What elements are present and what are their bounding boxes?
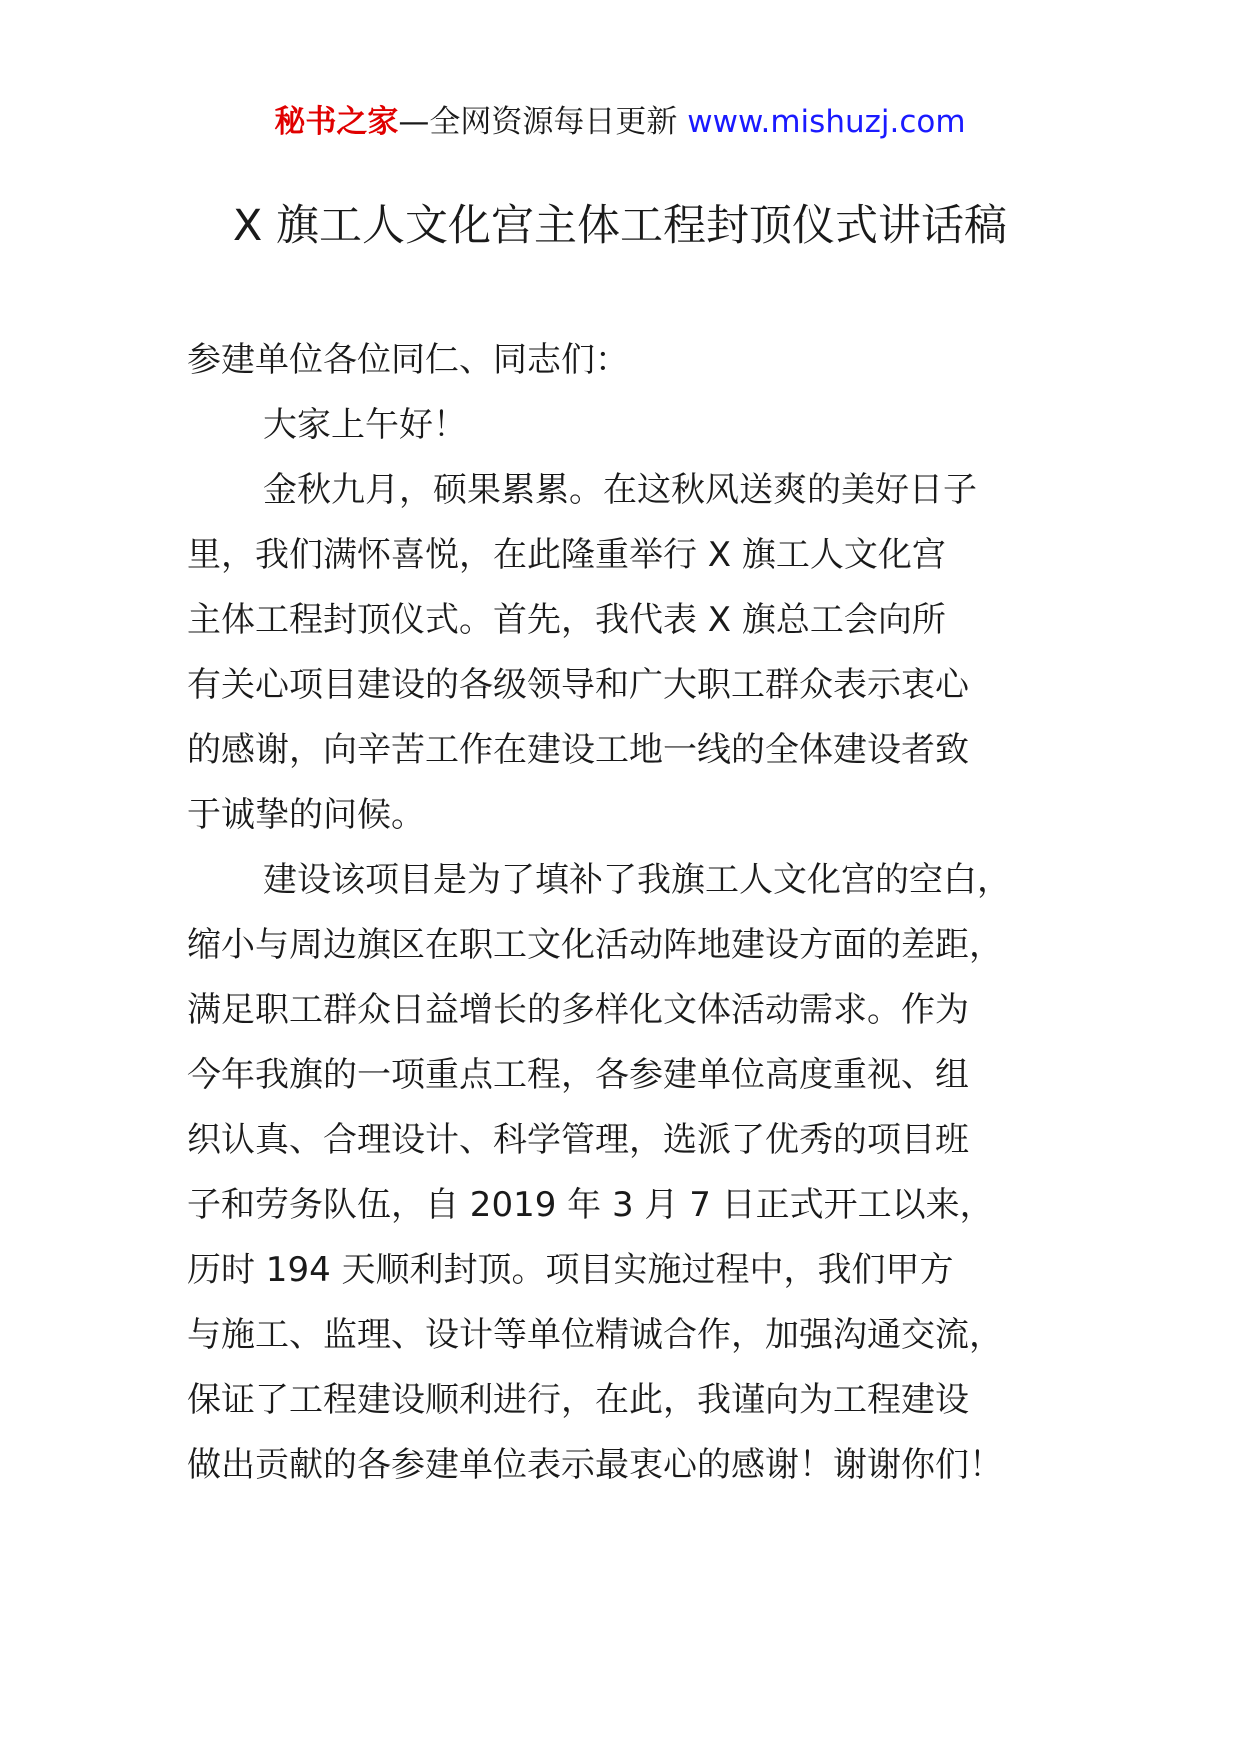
paragraph-line: 做出贡献的各参建单位表示最衷心的感谢！谢谢你们！ (187, 1445, 1003, 1485)
paragraph-line: 有关心项目建设的各级领导和广大职工群众表示衷心 (187, 665, 969, 705)
site-url-link[interactable]: www.mishuzj.com (687, 104, 966, 140)
paragraph-line: 今年我旗的一项重点工程，各参建单位高度重视、组 (187, 1055, 969, 1095)
site-brand: 秘书之家 (274, 104, 399, 140)
paragraph-line: 满足职工群众日益增长的多样化文体活动需求。作为 (187, 990, 969, 1030)
paragraph-line: 建设该项目是为了填补了我旗工人文化宫的空白， (263, 860, 1011, 900)
site-slogan: —全网资源每日更新 (398, 104, 678, 140)
paragraph-line: 子和劳务队伍，自 2019 年 3 月 7 日正式开工以来， (187, 1185, 994, 1225)
paragraph-line: 的感谢，向辛苦工作在建设工地一线的全体建设者致 (187, 730, 969, 770)
site-header (0, 100, 1240, 144)
paragraph-line: 于诚挚的问候。 (187, 795, 425, 835)
greeting-line: 大家上午好！ (263, 405, 467, 445)
document-title: X 旗工人文化宫主体工程封顶仪式讲话稿 (232, 201, 1008, 251)
paragraph-line: 历时 194 天顺利封顶。项目实施过程中，我们甲方 (187, 1250, 954, 1290)
paragraph-line: 织认真、合理设计、科学管理，选派了优秀的项目班 (187, 1120, 969, 1160)
paragraph-line: 金秋九月，硕果累累。在这秋风送爽的美好日子 (263, 470, 977, 510)
paragraph-line: 与施工、监理、设计等单位精诚合作，加强沟通交流， (187, 1315, 1003, 1355)
salutation-line: 参建单位各位同仁、同志们： (187, 340, 629, 380)
paragraph-line: 保证了工程建设顺利进行，在此，我谨向为工程建设 (187, 1380, 969, 1420)
paragraph-line: 主体工程封顶仪式。首先，我代表 X 旗总工会向所 (187, 600, 946, 640)
paragraph-line: 里，我们满怀喜悦，在此隆重举行 X 旗工人文化宫 (187, 535, 946, 575)
paragraph-line: 缩小与周边旗区在职工文化活动阵地建设方面的差距， (187, 925, 1003, 965)
document-body (187, 328, 1087, 1498)
